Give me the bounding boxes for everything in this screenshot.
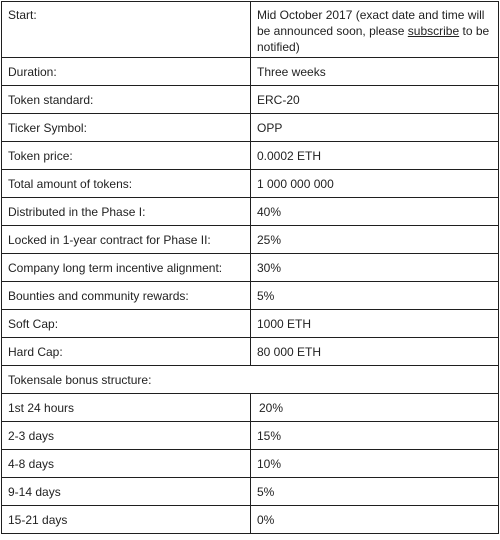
soft-cap-value: 1000 ETH <box>251 310 499 338</box>
table-row-ticker-symbol <box>2 114 499 142</box>
bonus-percent: 5% <box>251 478 499 506</box>
bonus-percent: 20% <box>251 394 499 422</box>
bonus-period: 2-3 days <box>2 422 251 450</box>
table-row-token-price <box>2 142 499 170</box>
phase1-label: Distributed in the Phase I: <box>2 198 251 226</box>
table-row-phase1 <box>2 198 499 226</box>
soft-cap-label: Soft Cap: <box>2 310 251 338</box>
phase2-label: Locked in 1-year contract for Phase II: <box>2 226 251 254</box>
ticker-symbol-label: Ticker Symbol: <box>2 114 251 142</box>
hard-cap-value: 80 000 ETH <box>251 338 499 366</box>
phase1-value: 40% <box>251 198 499 226</box>
start-label: Start: <box>2 2 251 58</box>
table-row-hard-cap <box>2 338 499 366</box>
bonus-period: 4-8 days <box>2 450 251 478</box>
subscribe-link[interactable]: subscribe <box>407 24 460 38</box>
token-sale-table <box>1 1 499 534</box>
bonus-period: 1st 24 hours <box>2 394 251 422</box>
start-value <box>251 2 499 58</box>
table-row-bonus <box>2 450 499 478</box>
token-standard-value: ERC-20 <box>251 86 499 114</box>
table-row-bonus <box>2 506 499 534</box>
token-price-value: 0.0002 ETH <box>251 142 499 170</box>
total-tokens-label: Total amount of tokens: <box>2 170 251 198</box>
table-row-bonus <box>2 394 499 422</box>
incentive-label: Company long term incentive alignment: <box>2 254 251 282</box>
bonus-percent: 10% <box>251 450 499 478</box>
table-row-duration <box>2 58 499 86</box>
token-price-label: Token price: <box>2 142 251 170</box>
start-value-text: Mid October 2017 (exact date and time will be announced soon, please <box>257 8 485 38</box>
bounties-value: 5% <box>251 282 499 310</box>
bonus-structure-heading: Tokensale bonus structure: <box>2 366 499 394</box>
duration-value: Three weeks <box>251 58 499 86</box>
table-row-token-standard <box>2 86 499 114</box>
start-value-text-end: to be notified) <box>257 24 490 54</box>
table-row-bonus-heading <box>2 366 499 394</box>
table-row-bonus <box>2 478 499 506</box>
bonus-percent: 0% <box>251 506 499 534</box>
table-row-bonus <box>2 422 499 450</box>
total-tokens-value: 1 000 000 000 <box>251 170 499 198</box>
ticker-symbol-value: OPP <box>251 114 499 142</box>
token-standard-label: Token standard: <box>2 86 251 114</box>
table-row-incentive <box>2 254 499 282</box>
table-row-total-tokens <box>2 170 499 198</box>
hard-cap-label: Hard Cap: <box>2 338 251 366</box>
table-row-phase2 <box>2 226 499 254</box>
duration-label: Duration: <box>2 58 251 86</box>
table-row-start <box>2 2 499 58</box>
incentive-value: 30% <box>251 254 499 282</box>
bonus-percent: 15% <box>251 422 499 450</box>
bounties-label: Bounties and community rewards: <box>2 282 251 310</box>
table-row-bounties <box>2 282 499 310</box>
bonus-period: 9-14 days <box>2 478 251 506</box>
table-row-soft-cap <box>2 310 499 338</box>
phase2-value: 25% <box>251 226 499 254</box>
bonus-period: 15-21 days <box>2 506 251 534</box>
